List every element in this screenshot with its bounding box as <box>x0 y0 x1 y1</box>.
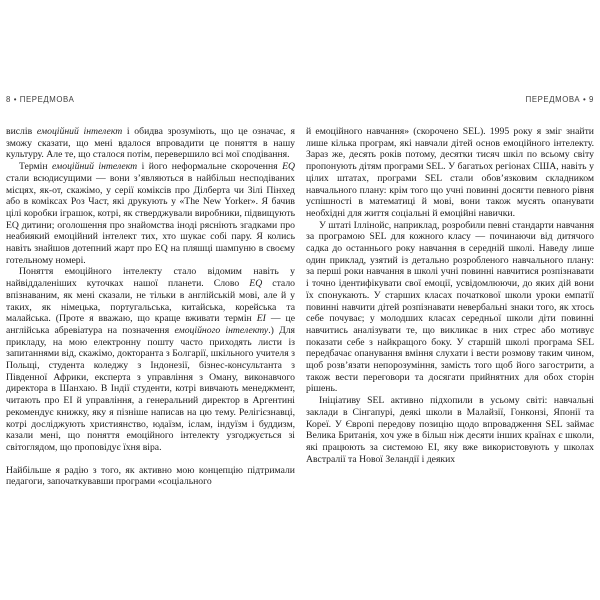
page-left <box>6 95 295 488</box>
paragraph: вислів емоційний інтелект і обидва зрозуміють, що це означає, я зможу сказати, що мені вдалося впровадити це поняття в нашу культуру. Але те, що сталося потім, перевершило всі мої сподівання. <box>6 126 295 161</box>
running-header-right: ПЕРЕДМОВА • 9 <box>525 95 594 104</box>
page-body-right <box>306 126 594 465</box>
paragraph: Термін емоційний інтелект і його неформальне скорочення EQ стали всюдисущими — вони з’являються в найбільш несподіваних місцях, як-от, скажімо, у серії коміксів про Ділберта чи Зілі Пінхед або в коміксах Роз Част, які друкують у «The New Yorker». Я бачив цілі коробки іграшок, котрі, як стверджували виробники, підвищують EQ дитини; оголошення про знайомства іноді рясніють згадками про неабиякий емоційний інтелект тих, хто шукає собі пару. Я колись навіть знайшов дотепний жарт про EQ на пляшці шампуню в своєму готельному номері. <box>6 161 295 266</box>
paragraph: й емоційного навчання» (скорочено SEL). 1995 року я зміг знайти лише кілька програм, які навчали дітей основ емоційного інтелекту. Зараз же, десять років потому, десятки тисяч шкіл по всьому світу пропонують дітям програми SEL. У багатьох регіонах США, навіть у цілих штатах, програми SEL стали обов’язковим складником навчального плану: крім того що учні повинні досягти певного рівня успішності в математиці й мові, вони також мусять опанувати необхідні для життя соціальні й емоційні навички. <box>306 126 594 219</box>
running-header-left: 8 • ПЕРЕДМОВА <box>6 95 75 104</box>
paragraph: Ініціативу SEL активно підхопили в усьому світі: навчальні заклади в Сінгапурі, деякі школи в Малайзії, Гонконзі, Японії та Кореї. У Європі передову позицію щодо впровадження SEL займає Велика Британія, хоч уже в більш ніж десяти інших країнах є школи, які працюють за системою EI, яку вже використовують у школах Австралії та Нової Зеландії і деяких <box>306 395 594 465</box>
page-body-left <box>6 126 295 488</box>
paragraph: Поняття емоційного інтелекту стало відомим навіть у найвіддаленіших куточках нашої планети. Слово EQ стало впізнаваним, як мені сказали, не тільки в англійській мові, але й у таких, як німецька, португальська, китайська, корейська та малайська. (Проте я вважаю, що краще вживати термін EI — це англійська абревіатура на позначення емоційного інтелекту.) Для прикладу, на мою електронну пошту часто приходять листи із запитаннями від, скажімо, докторанта з Болгарії, шкільного учителя з Польщі, студента коледжу з Індонезії, бізнес-консультанта з Південної Африки, експерта з управління з Оману, виконавчого директора в Шанхаю. В Індії студенти, котрі вивчають менеджмент, читають про EI й управління, а генеральний директор в Аргентині рекомендує книжку, яку я пізніше написав на цю тему. Релігієзнавці, котрі досліджують християнство, юдаїзм, іслам, індуїзм і буддизм, казали мені, що поняття емоційного інтелекту узгоджується зі світоглядом, що проповідує їхня віра. <box>6 266 296 453</box>
paragraph: У штаті Іллінойс, наприклад, розробили певні стандарти навчання за програмою SEL для кожного класу — починаючи від дитячого садка до останнього року навчання в середній школі. Наведу лише один приклад, узятий із детально розробленого навчального плану: за перші роки навчання в школі учні повинні навчитися розпізнавати і точно ідентифікувати свої емоції, усвідомлюючи, до яких дій вони їх спонукають. У старших класах початкової школи уроки емпатії повинні навчити дітей розпізнавати невербальні знаки того, як хтось себе почуває; у молодших класах середньої школи діти повинні навчитись аналізувати те, що викликає в них стрес або мотивує показати себе з найкращого боку. У старшій школі програма SEL передбачає опанування вміння слухати і вести розмову таким чином, щоб розв’язати непорозуміння, замість того щоб його загострити, а також вести переговори та досягати прийнятних для обох сторін рішень. <box>306 219 594 395</box>
page-right <box>306 95 594 465</box>
paragraph: Найбільше я радію з того, як активно мою концепцію підтримали педагоги, започаткувавши програми «соціального <box>6 464 295 488</box>
